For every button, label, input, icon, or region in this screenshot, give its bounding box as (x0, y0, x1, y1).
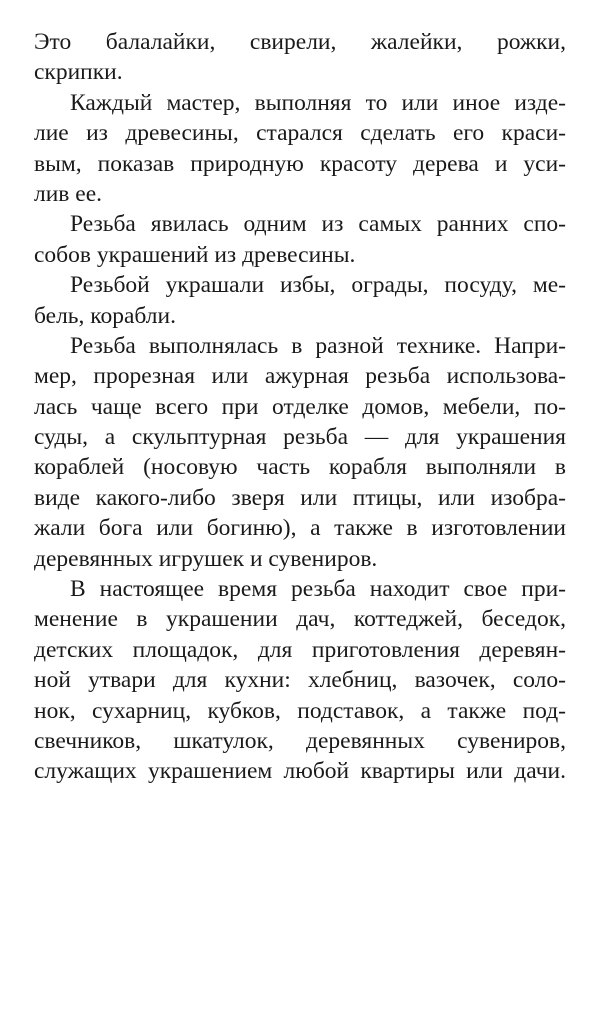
text-line: Каждый мастер, выполняя то или иное изде- (70, 89, 566, 116)
text-line: Резьба выполнялась в разной технике. Напри- (70, 332, 566, 359)
text-line: Резьба явилась одним из самых ранних спо- (70, 211, 566, 238)
text-line: служащих украшением любой квартиры или дачи. (34, 758, 566, 785)
text-line: свечников, шкатулок, деревянных сувениров, (34, 727, 566, 754)
paragraph-carving-techniques (34, 331, 566, 574)
text-line: лась чаще всего при отделке домов, мебели, по- (34, 393, 566, 420)
text-line: лив ее. (34, 180, 103, 207)
text-line: детских площадок, для приготовления деревян- (34, 636, 566, 663)
text-line: лие из древесины, старался сделать его краси- (34, 120, 566, 147)
paragraph-instruments (34, 27, 566, 88)
text-line: мер, прорезная или ажурная резьба использова- (34, 363, 566, 390)
text-line: деревянных игрушек и сувениров. (34, 545, 378, 572)
text-line: бель, корабли. (34, 302, 176, 329)
text-line: нок, сухарниц, кубков, подставок, а также под- (34, 697, 566, 724)
text-line: собов украшений из древесины. (34, 241, 356, 268)
text-line: ной утвари для кухни: хлебниц, вазочек, соло- (34, 667, 566, 694)
text-line: суды, а скульптурная резьба — для украшения (34, 424, 566, 451)
text-line: Это балалайки, свирели, жалейки, рожки, (34, 29, 566, 55)
text-line: жали бога или богиню), а также в изготовлении (34, 515, 566, 542)
text-line: менение в украшении дач, коттеджей, беседок, (34, 606, 566, 633)
paragraph-carving-origin (34, 209, 566, 270)
paragraph-master (34, 88, 566, 210)
text-line: кораблей (носовую часть корабля выполняли в (34, 454, 566, 481)
paragraph-modern-use (34, 574, 566, 787)
text-line: виде какого-либо зверя или птицы, или изобра- (34, 484, 566, 511)
text-line: вым, показав природную красоту дерева и уси- (34, 150, 566, 177)
text-line: Резьбой украшали избы, ограды, посуду, ме- (70, 272, 566, 299)
text-line: В настоящее время резьба находит свое при- (70, 576, 566, 603)
document-page (34, 27, 566, 787)
text-line: скрипки. (34, 59, 123, 86)
paragraph-carving-uses (34, 270, 566, 331)
